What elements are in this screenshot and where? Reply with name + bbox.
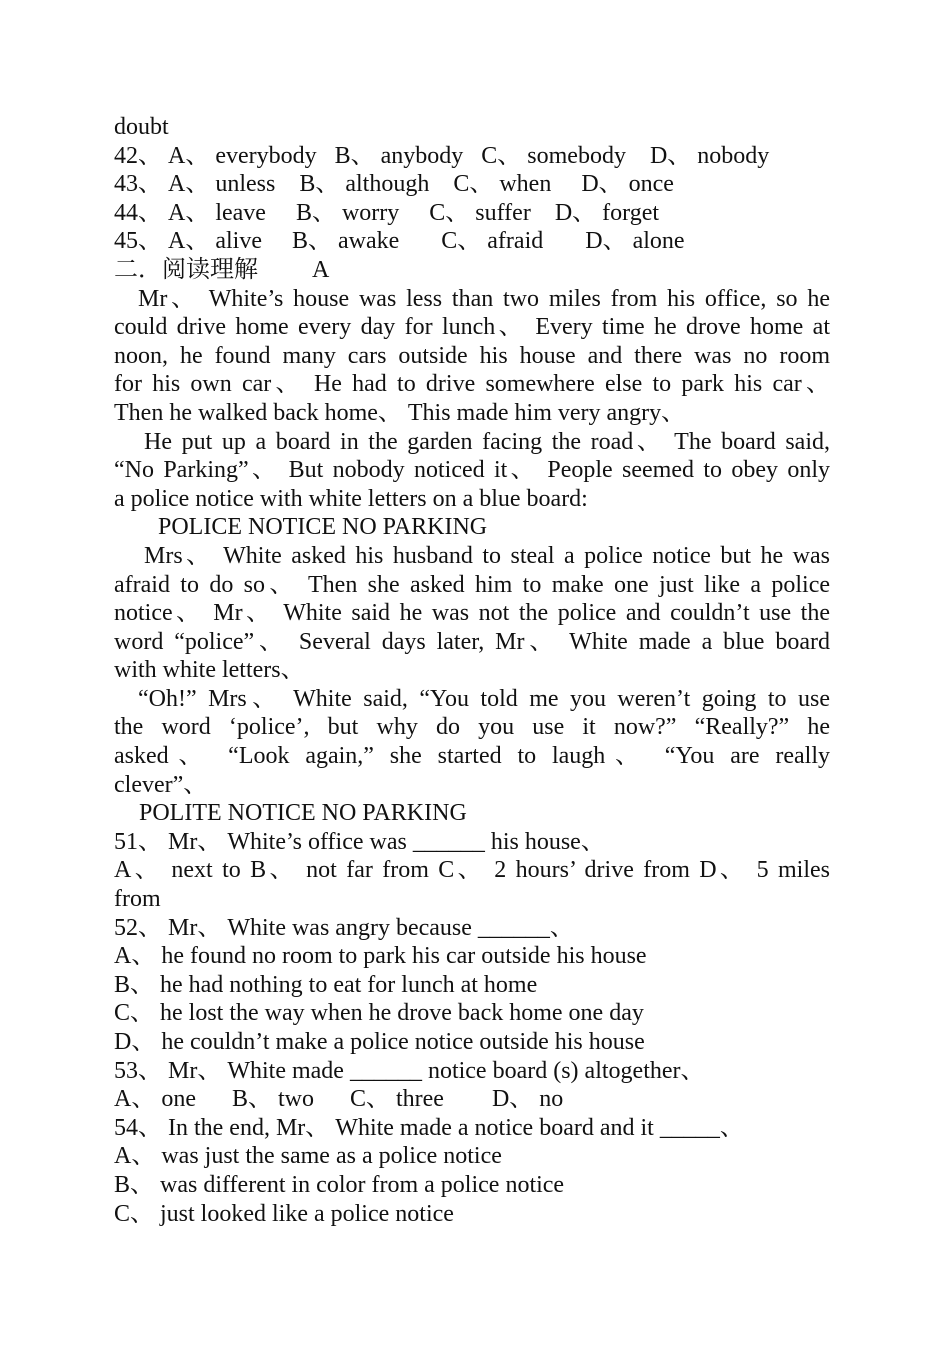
question-42: 42、 A、 everybody B、 anybody C、 somebody D、 nobody — [114, 142, 770, 169]
question-52-option-b: B、 he had nothing to eat for lunch at home — [114, 971, 538, 998]
passage-p4-line: asked、 “Look again,” she started to laugh、 “You are really — [114, 743, 830, 770]
question-43: 43、 A、 unless B、 although C、 when D、 once — [114, 171, 674, 198]
passage-p2-line: He put up a board in the garden facing the road、 The board said, — [144, 428, 830, 455]
question-54: 54、 In the end, Mr、 White made a notice board and it _____、 — [114, 1114, 744, 1141]
doubt-line: doubt — [114, 114, 169, 140]
passage-p2-line: “No Parking”、 But nobody noticed it、 People seemed to obey only — [114, 457, 830, 484]
question-52-option-a: A、 he found no room to park his car outside his house — [114, 943, 647, 970]
question-54-option-a: A、 was just the same as a police notice — [114, 1143, 502, 1170]
passage-p3-line: with white letters、 — [114, 657, 305, 684]
passage-p4-line: the word ‘police’, but why do you use it now?” “Really?” he — [114, 714, 830, 741]
question-52-option-c: C、 he lost the way when he drove back home one day — [114, 1000, 644, 1027]
question-45: 45、 A、 alive B、 awake C、 afraid D、 alone — [114, 228, 685, 255]
passage-p1-line: could drive home every day for lunch、 Every time he drove home at — [114, 314, 830, 341]
question-54-option-b: B、 was different in color from a police notice — [114, 1171, 565, 1198]
passage-p3-line: word “police”、 Several days later, Mr、 White made a blue board — [114, 628, 830, 655]
passage-p1-line: noon, he found many cars outside his house and there was no room — [114, 342, 830, 369]
passage-p1-line: Then he walked back home、 This made him very angry、 — [114, 399, 686, 426]
polite-notice-text: POLITE NOTICE NO PARKING — [139, 800, 467, 827]
question-51: 51、 Mr、 White’s office was ______ his house、 — [114, 828, 605, 855]
question-54-option-c: C、 just looked like a police notice — [114, 1200, 454, 1227]
document-page — [114, 113, 830, 1228]
passage-p3-line: afraid to do so、 Then she asked him to make one just like a police — [114, 571, 830, 598]
section-heading: 二．阅读理解 A — [114, 256, 330, 283]
passage-p4-line: “Oh!” Mrs、 White said, “You told me you weren’t going to use — [138, 685, 830, 712]
passage-p3-line: notice、 Mr、 White said he was not the police and couldn’t use the — [114, 600, 830, 627]
question-52: 52、 Mr、 White was angry because ______、 — [114, 914, 574, 941]
passage-p4-line: clever”、 — [114, 771, 208, 798]
passage-p2-line: a police notice with white letters on a blue board: — [114, 485, 588, 512]
passage-p1-line: for his own car、 He had to drive somewhere else to park his car、 — [114, 371, 830, 398]
police-notice-text: POLICE NOTICE NO PARKING — [158, 514, 488, 541]
question-44: 44、 A、 leave B、 worry C、 suffer D、 forget — [114, 199, 660, 226]
passage-p3-line: Mrs、 White asked his husband to steal a police notice but he was — [144, 542, 830, 569]
question-52-option-d: D、 he couldn’t make a police notice outside his house — [114, 1029, 645, 1055]
question-53: 53、 Mr、 White made ______ notice board (s) altogether、 — [114, 1057, 705, 1084]
question-51-options: A、 next to B、 not far from C、 2 hours’ drive from D、 5 miles — [114, 857, 830, 884]
question-53-options: A、 one B、 two C、 three D、 no — [114, 1086, 564, 1113]
passage-p1-line: Mr、 White’s house was less than two miles from his office, so he — [138, 285, 830, 312]
question-51-options-cont: from — [114, 886, 161, 913]
